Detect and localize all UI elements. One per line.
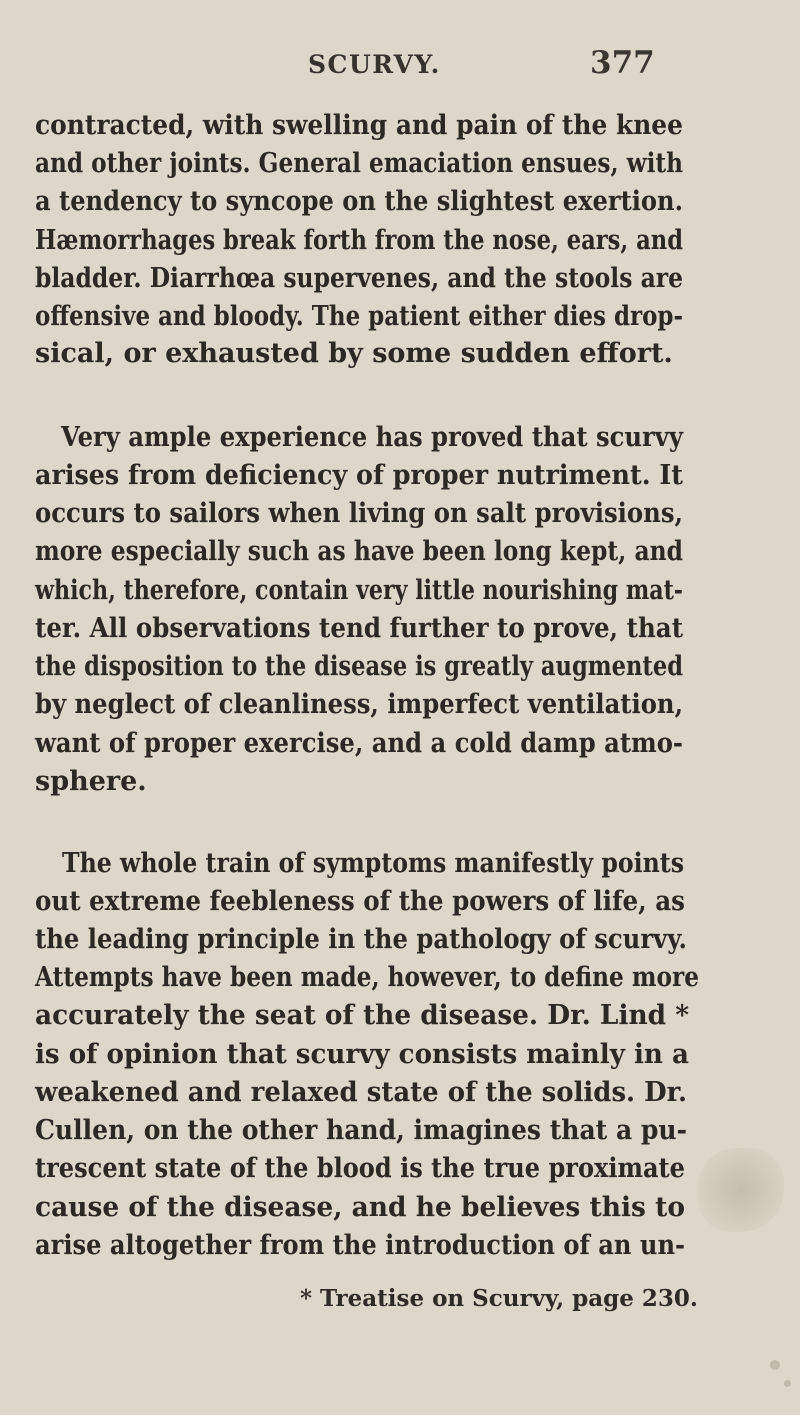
text-line: which, therefore, contain very little nourishing mat- [35,575,683,606]
text-line: trescent state of the blood is the true proximate [35,1153,685,1184]
text-line: sical, or exhausted by some sudden effort. [35,338,673,369]
text-line: sphere. [35,766,147,797]
text-line: Attempts have been made, however, to define more [35,962,699,993]
text-line: occurs to sailors when living on salt provisions, [35,498,683,529]
text-line: cause of the disease, and he believes this to [35,1192,685,1223]
paper-stain [698,1148,784,1232]
paper-speck [784,1380,791,1387]
text-line: the leading principle in the pathology of scurvy. [35,924,688,955]
paper-speck [770,1360,780,1370]
text-line: more especially such as have been long kept, and [35,536,683,567]
text-line: contracted, with swelling and pain of the knee [35,110,683,141]
text-line: is of opinion that scurvy consists mainly in a [35,1039,689,1070]
text-line: Cullen, on the other hand, imagines that a pu- [35,1115,687,1146]
text-line: offensive and bloody. The patient either dies drop- [35,301,683,332]
text-line: arise altogether from the introduction of an un- [35,1230,686,1261]
text-line: weakened and relaxed state of the solids. Dr. [35,1077,687,1108]
running-head [0,45,800,100]
text-line: the disposition to the disease is greatly augmented [35,651,684,682]
text-line: bladder. Diarrhœa supervenes, and the stools are [35,263,684,294]
text-line: by neglect of cleanliness, imperfect ventilation, [35,689,684,720]
text-line: a tendency to syncope on the slightest exertion. [35,186,683,217]
text-line: accurately the seat of the disease. Dr. Lind * [35,1000,689,1031]
running-head-title: SCURVY. [308,50,441,79]
text-line: and other joints. General emaciation ensues, with [35,148,683,179]
text-line: ter. All observations tend further to prove, that [35,613,684,644]
page-number: 377 [590,45,655,81]
text-line: Hæmorrhages break forth from the nose, ears, and [35,225,684,256]
text-line: The whole train of symptoms manifestly points [62,848,685,879]
text-line: want of proper exercise, and a cold damp atmo- [35,728,683,759]
text-line: out extreme feebleness of the powers of life, as [35,886,686,917]
text-line: Very ample experience has proved that scurvy [61,422,683,453]
footnote: * Treatise on Scurvy, page 230. [300,1285,698,1312]
text-line: arises from deficiency of proper nutriment. It [35,460,683,491]
